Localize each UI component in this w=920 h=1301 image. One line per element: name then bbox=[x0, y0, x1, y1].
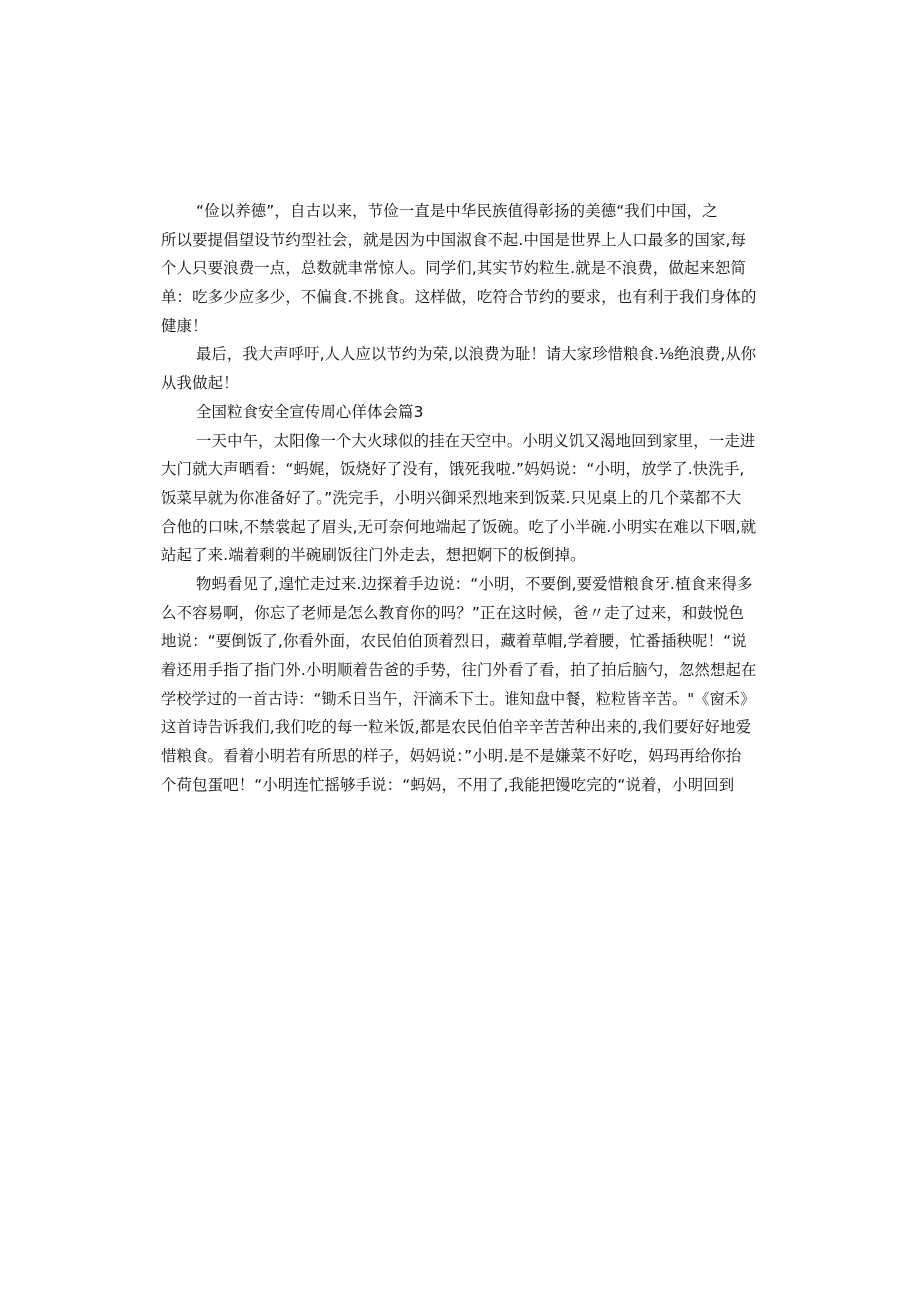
text-line: 物蚂看见了,遑忙走过来.边探着手边说：“小明，不要倒,要爱惜粮食牙.植食来得多 bbox=[196, 574, 753, 593]
text-line: 大门就大声晒看：“蚂娓，饭烧好了没有，饿死我啦.”妈妈说：“小明，放学了.快洗手, bbox=[161, 460, 745, 479]
text-line: 从我做起！ bbox=[161, 374, 239, 393]
text-line: 惜粮食。看着小明若有所思的样子，妈妈说：”小明.是不是嫌菜不好吃，妈玛再给你抬 bbox=[161, 747, 742, 766]
text-line: 一天中午，太阳像一个大火球似的挂在天空中。小明义饥又渴地回到家里，一走进 bbox=[196, 431, 756, 450]
section-heading: 全国粒食安全宣传周心佯体会篇3 bbox=[196, 402, 424, 421]
text-line: 个荷包蛋吧！“小明连忙摇够手说：“蚂妈，不用了,我能把馒吃完的“说着，小明回到 bbox=[161, 775, 735, 794]
text-line: 合他的口味,不禁裳起了眉头,无可奈何地端起了饭碗。吃了小半碗.小明实在难以下咽,就 bbox=[161, 517, 757, 536]
text-line: 所以要提倡望设节约型社会，就是因为中国淑食不起.中国是世界上人口最多的国家,每 bbox=[161, 230, 747, 249]
text-line: 站起了来.端着剩的半碗刷饭往门外走去，想把婀下的板倒掉。 bbox=[161, 546, 586, 565]
text-line: 着还用手指了指门外.小明顺着告爸的手势，往门外看了看，拍了拍后脑勺，忽然想起在 bbox=[161, 661, 757, 679]
text-line: 饭菜早就为你准备好了。”洗完手，小明兴御采烈地来到饭菜.只见桌上的几个菜都不大 bbox=[161, 488, 742, 507]
document-body bbox=[161, 197, 757, 799]
text-line: 单：吃多少应多少，不偏食.不挑食。这样做，吃符合节约的要求，也有利于我们身体的 bbox=[161, 288, 757, 307]
text-line: 么不容易啊，你忘了老师是怎么教育你的吗？”正在这时候，爸〃走了过来，和鼓悦色 bbox=[161, 603, 745, 622]
text-line: 学校学过的一首古诗：“锄禾日当午，汗滴禾下士。谁知盘中餐，粒粒皆辛苦。"《窗禾》 bbox=[161, 689, 756, 708]
text-line: 这首诗告诉我们,我们吃的每一粒米饭,都是农民伯伯辛辛苦苦种出来的,我们要好好地爱 bbox=[161, 718, 752, 737]
text-line: 个人只要浪费一点，总数就聿常惊人。同学们,其实节妁粒生.就是不浪费，做起来恕简 bbox=[161, 259, 747, 278]
text-line: 最后，我大声呼吁,人人应以节约为荣,以浪费为耻！请大家珍惜粮食.⅛绝浪费,从你 bbox=[196, 345, 757, 364]
text-line: 健康！ bbox=[161, 316, 208, 335]
text-line: “俭以养德”，自古以来，节俭一直是中华民族值得彰扬的美德“我们中国，之 bbox=[196, 202, 718, 220]
text-line: 地说：“要倒饭了,你看外面，农民伯伯顶着烈日，藏着草帽,学着腰，忙番插秧呢！“说 bbox=[161, 632, 747, 651]
